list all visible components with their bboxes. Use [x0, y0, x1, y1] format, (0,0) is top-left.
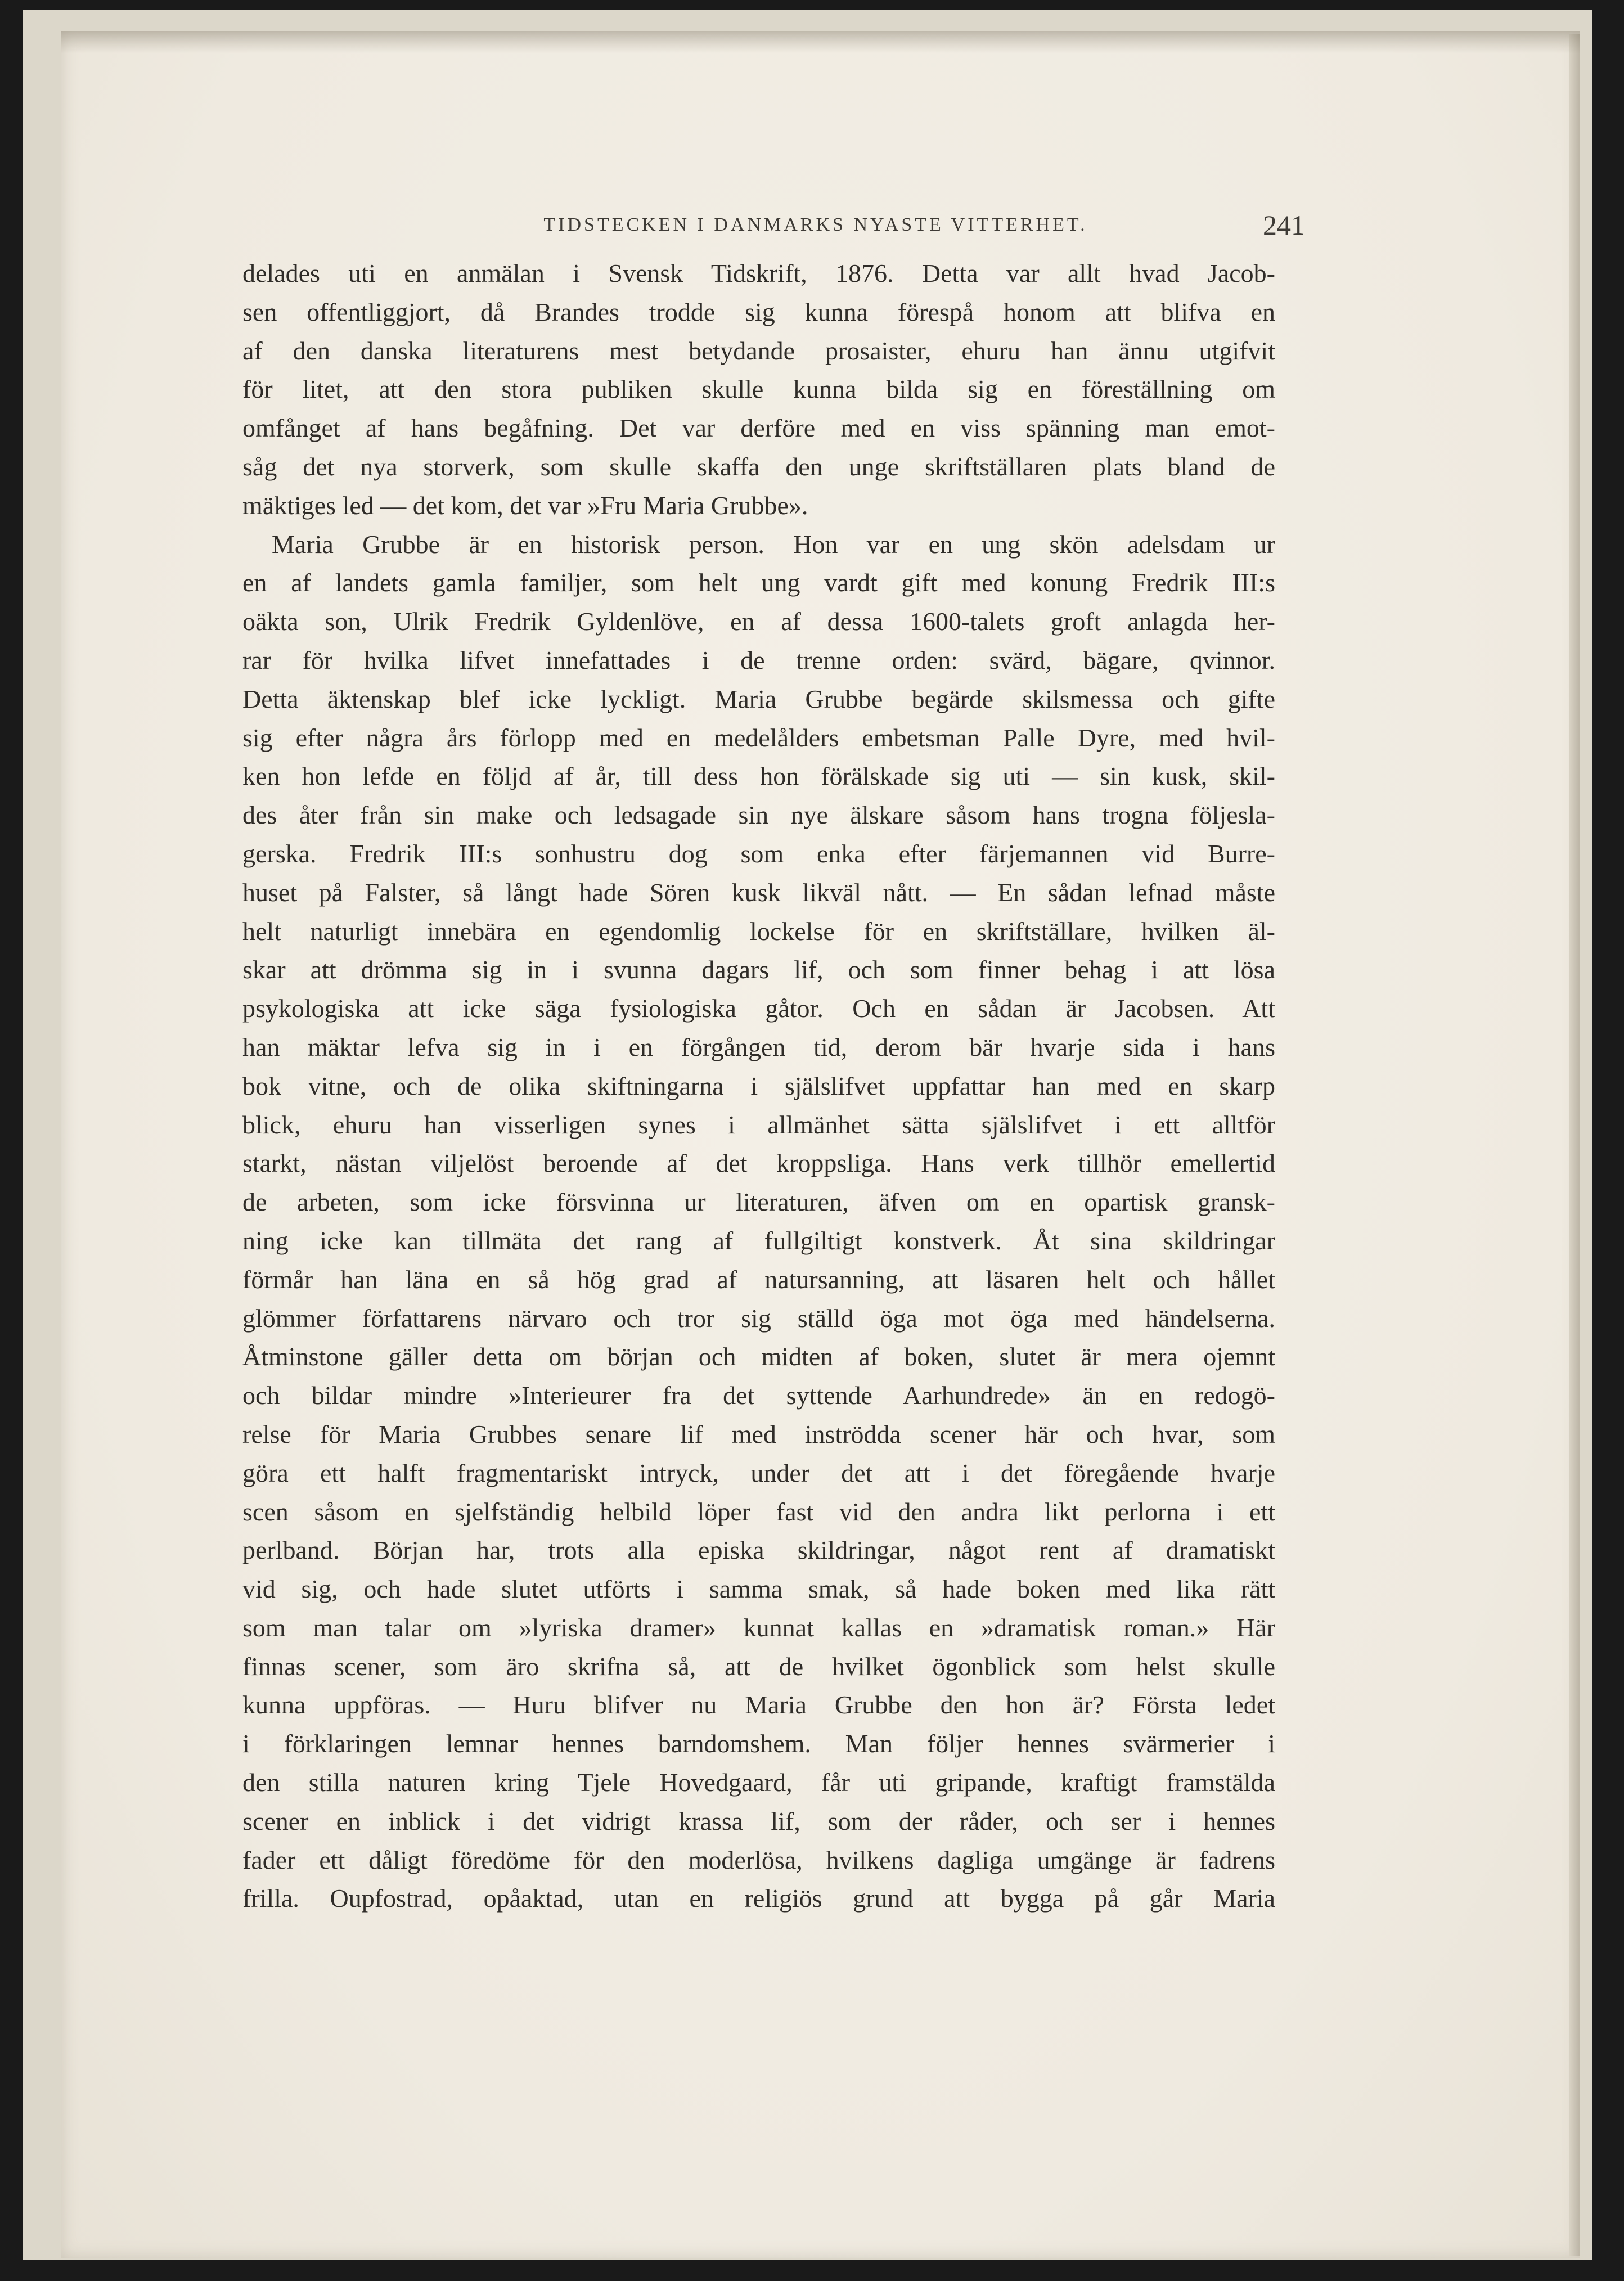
text-line: starkt, nästan viljelöst beroende af det kroppsliga. Hans verk tillhör emellertid	[242, 1149, 1275, 1178]
body-text	[242, 254, 1275, 1918]
text-line: förmår han läna en så hög grad af natursanning, att läsaren helt och hållet	[242, 1265, 1275, 1294]
text-line: rar för hvilka lifvet innefattades i de trenne orden: svärd, bägare, qvinnor.	[242, 645, 1275, 674]
text-line: des åter från sin make och ledsagade sin nye älskare såsom hans trogna följesla-	[242, 800, 1275, 830]
text-line: skar att drömma sig in i svunna dagars lif, och som finner behag i att lösa	[242, 955, 1275, 984]
text-line: kunna uppföras. — Huru blifver nu Maria Grubbe den hon är? Första ledet	[242, 1690, 1275, 1720]
text-line: den stilla naturen kring Tjele Hovedgaard, får uti gripande, kraftigt framstälda	[242, 1768, 1275, 1797]
text-line: relse för Maria Grubbes senare lif med inströdda scener här och hvar, som	[242, 1419, 1275, 1448]
text-line: såg det nya storverk, som skulle skaffa den unge skriftställaren plats bland de	[242, 452, 1275, 481]
text-line: de arbeten, som icke försvinna ur literaturen, äfven om en opartisk gransk-	[242, 1187, 1275, 1217]
text-line: oäkta son, Ulrik Fredrik Gyldenlöve, en af dessa 1600-talets groft anlagda her-	[242, 607, 1275, 636]
text-line: Maria Grubbe är en historisk person. Hon var en ung skön adelsdam ur	[272, 529, 1275, 559]
scan-shadow	[61, 31, 1580, 53]
text-line: för litet, att den stora publiken skulle kunna bilda sig en föreställning om	[242, 375, 1275, 404]
text-line: delades uti en anmälan i Svensk Tidskrift, 1876. Detta var allt hvad Jacob-	[242, 259, 1275, 287]
page-edge	[1569, 34, 1580, 2256]
text-line: Detta äktenskap blef icke lyckligt. Maria Grubbe begärde skilsmessa och gifte	[242, 684, 1275, 713]
text-line: finnas scener, som äro skrifna så, att de hvilket ögonblick som helst skulle	[242, 1652, 1275, 1681]
text-line: som man talar om »lyriska dramer» kunnat kallas en »dramatisk roman.» Här	[242, 1613, 1275, 1642]
text-line: mäktiges led — det kom, det var »Fru Maria Grubbe».	[242, 491, 808, 520]
text-line: scen såsom en sjelfständig helbild löper fast vid den andra likt perlorna i ett	[242, 1497, 1275, 1526]
text-line: blick, ehuru han visserligen synes i allmänhet sätta själslifvet i ett alltför	[242, 1110, 1275, 1139]
text-line: han mäktar lefva sig in i en förgången tid, derom bär hvarje sida i hans	[242, 1032, 1275, 1061]
text-line: omfånget af hans begåfning. Det var derföre med en viss spänning man emot-	[242, 413, 1275, 443]
text-line: sen offentliggjort, då Brandes trodde sig kunna förespå honom att blifva en	[242, 297, 1275, 326]
text-line: bok vitne, och de olika skiftningarna i själslifvet uppfattar han med en skarp	[242, 1071, 1275, 1100]
text-line: glömmer författarens närvaro och tror sig ställd öga mot öga med händelserna.	[242, 1303, 1275, 1333]
text-line: huset på Falster, så långt hade Sören kusk likväl nått. — En sådan lefnad måste	[242, 878, 1275, 907]
text-line: fader ett dåligt föredöme för den moderlösa, hvilkens dagliga umgänge är fadrens	[242, 1845, 1275, 1874]
text-line: af den danska literaturens mest betydande prosaister, ehuru han ännu utgifvit	[242, 336, 1275, 365]
text-line: ken hon lefde en följd af år, till dess hon förälskade sig uti — sin kusk, skil-	[242, 762, 1275, 791]
running-title: TIDSTECKEN I DANMARKS NYASTE VITTERHET.	[543, 214, 1088, 235]
text-line: psykologiska att icke säga fysiologiska gåtor. Och en sådan är Jacobsen. Att	[242, 994, 1275, 1023]
text-line: en af landets gamla familjer, som helt ung vardt gift med konung Fredrik III:s	[242, 568, 1275, 597]
running-head	[186, 208, 1305, 242]
text-line: göra ett halft fragmentariskt intryck, under det att i det föregående hvarje	[242, 1458, 1275, 1487]
page-number: 241	[1263, 209, 1305, 241]
text-line: perlband. Början har, trots alla episka skildringar, något rent af dramatiskt	[242, 1536, 1275, 1565]
text-line: gerska. Fredrik III:s sonhustru dog som enka efter färjemannen vid Burre-	[242, 839, 1275, 868]
text-line: ning icke kan tillmäta det rang af fullgiltigt konstverk. Åt sina skildringar	[242, 1226, 1275, 1255]
text-line: scener en inblick i det vidrigt krassa lif, som der råder, och ser i hennes	[242, 1806, 1275, 1835]
text-line: sig efter några års förlopp med en medelålders embetsman Palle Dyre, med hvil-	[242, 723, 1275, 752]
text-line: helt naturligt innebära en egendomlig lockelse för en skriftställare, hvilken äl-	[242, 916, 1275, 946]
text-line: frilla. Oupfostrad, opåaktad, utan en religiös grund att bygga på går Maria	[242, 1884, 1275, 1913]
text-line: i förklaringen lemnar hennes barndomshem. Man följer hennes svärmerier i	[242, 1729, 1275, 1758]
text-line: vid sig, och hade slutet utförts i samma smak, så hade boken med lika rätt	[242, 1574, 1275, 1604]
text-line: och bildar mindre »Interieurer fra det syttende Aarhundrede» än en redogö-	[242, 1381, 1275, 1410]
text-line: Åtminstone gäller detta om början och midten af boken, slutet är mera ojemnt	[242, 1342, 1275, 1371]
